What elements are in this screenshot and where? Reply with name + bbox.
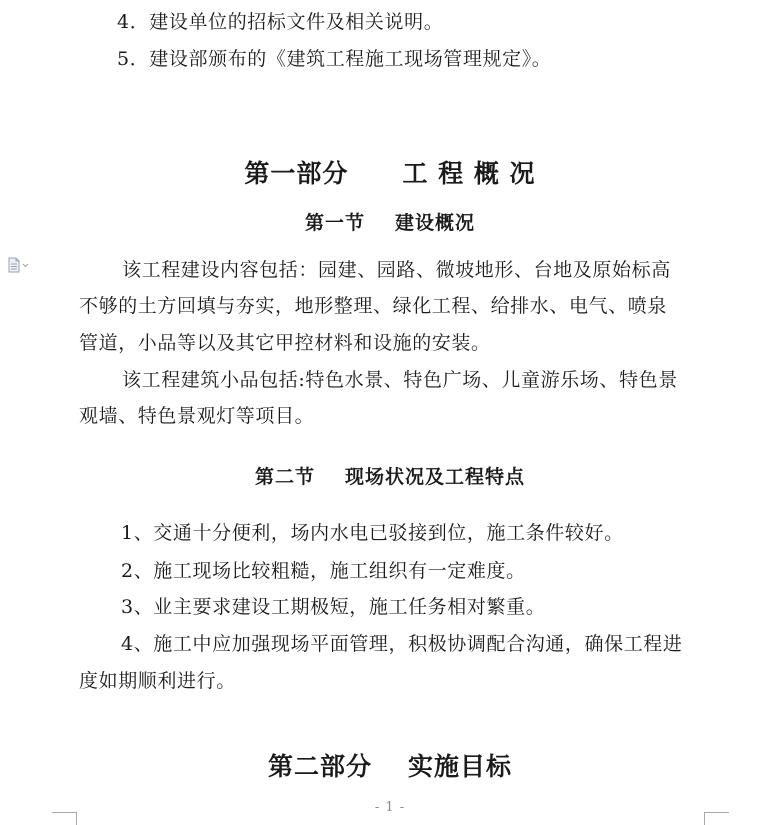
reference-text: 建设单位的招标文件及相关说明。 (149, 11, 444, 33)
reference-item-5 (117, 47, 551, 71)
reference-item-4 (117, 10, 443, 34)
part1-heading (0, 154, 780, 190)
page-number: - 1 - (374, 800, 406, 815)
part2-label: 第二部分 (267, 752, 372, 781)
paragraph-line: 该工程建筑小品包括:特色水景、特色广场、儿童游乐场、特色景 (122, 369, 678, 391)
part2-title: 实施目标 (408, 752, 513, 781)
part1-label: 第一部分 (244, 159, 349, 188)
page-corner-mark-left (52, 812, 77, 825)
list-item: 2、施工现场比较粗糙，施工组织有一定难度。 (121, 560, 526, 582)
section2-heading (0, 462, 780, 489)
reference-number: 5． (117, 48, 150, 70)
section2-label: 第二节 (254, 466, 315, 488)
section1-heading (0, 208, 780, 235)
list-item: 3、业主要求建设工期极短，施工任务相对繁重。 (121, 596, 546, 618)
part2-heading (0, 747, 780, 783)
reference-number: 4． (117, 11, 150, 33)
section2-title: 现场状况及工程特点 (345, 466, 526, 488)
page-corner-mark-right (704, 812, 729, 825)
paragraph-line: 管道，小品等以及其它甲控材料和设施的安装。 (79, 332, 491, 354)
section1-label: 第一节 (304, 212, 365, 234)
list-item-continuation: 度如期顺利进行。 (79, 670, 236, 692)
list-item: 1、交通十分便利，场内水电已驳接到位，施工条件较好。 (121, 522, 624, 544)
section1-title: 建设概况 (395, 212, 476, 234)
paragraph-line: 观墙、特色景观灯等项目。 (79, 405, 315, 427)
paragraph-line: 该工程建设内容包括：园建、园路、微坡地形、台地及原始标高 (122, 259, 671, 281)
part1-title: 工 程 概 况 (402, 159, 536, 188)
document-icon[interactable] (6, 257, 32, 273)
paragraph-line: 不够的土方回填与夯实，地形整理、绿化工程、给排水、电气、喷泉 (79, 295, 668, 317)
reference-text: 建设部颁布的《建筑工程施工现场管理规定》。 (149, 48, 552, 70)
list-item: 4、施工中应加强现场平面管理，积极协调配合沟通，确保工程进 (121, 633, 683, 655)
